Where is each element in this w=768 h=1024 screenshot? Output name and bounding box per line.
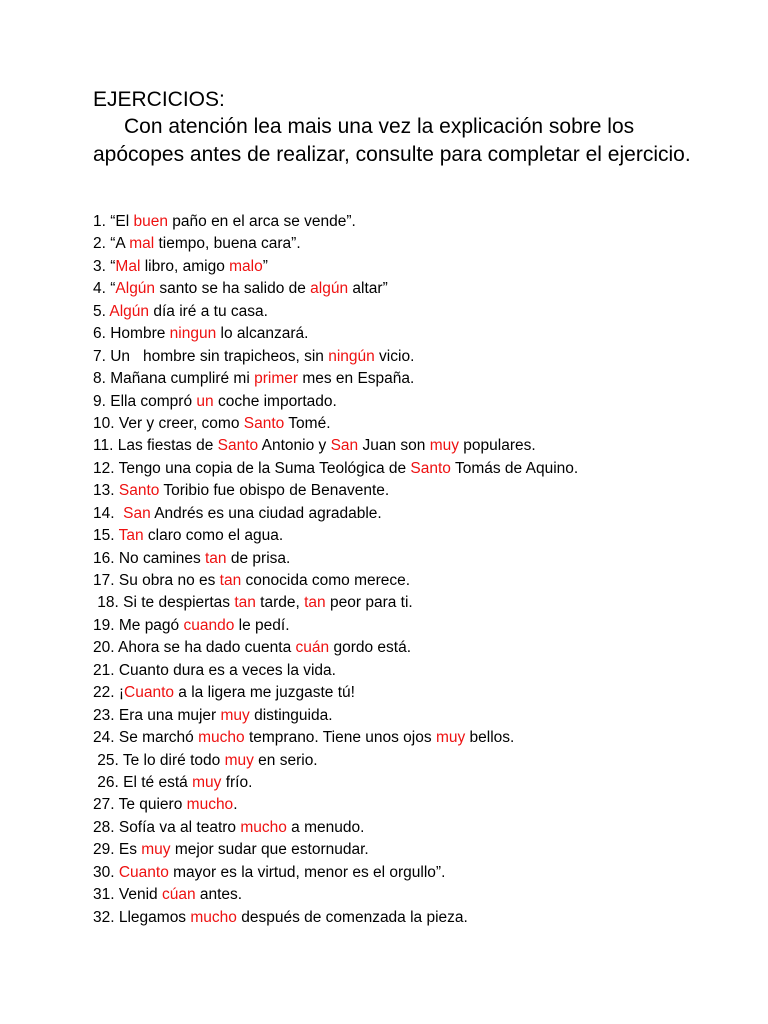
highlighted-word: mucho: [240, 818, 287, 836]
exercise-text: ”: [262, 257, 268, 275]
exercise-text: 18. Si te despiertas: [93, 594, 235, 612]
exercise-text: antes.: [195, 886, 243, 904]
exercise-item: [93, 480, 578, 502]
exercise-text: Juan son: [358, 437, 430, 455]
exercise-item: [93, 323, 578, 345]
exercise-text: 20. Ahora se ha dado cuenta: [93, 639, 296, 657]
highlighted-word: ningun: [169, 325, 217, 343]
exercise-item: [93, 615, 578, 637]
exercise-text: 27. Te quiero: [93, 796, 187, 814]
highlighted-word: mucho: [190, 908, 237, 926]
exercise-text: 9. Ella compró: [93, 392, 197, 410]
exercise-text: altar”: [348, 280, 388, 298]
highlighted-word: Cuanto: [124, 684, 174, 702]
exercise-text: 12. Tengo una copia de la Suma Teológica de: [93, 459, 411, 477]
exercise-item: [93, 548, 578, 570]
exercise-item: [93, 458, 578, 480]
exercise-item: [93, 705, 578, 727]
exercise-item: [93, 570, 578, 592]
exercise-item: [93, 817, 578, 839]
highlighted-word: buen: [133, 213, 168, 230]
exercise-item: [93, 772, 578, 794]
exercise-text: populares.: [458, 437, 536, 455]
exercise-text: Andrés es una ciudad agradable.: [150, 504, 382, 522]
exercise-text: Tomás de Aquino.: [450, 459, 579, 477]
highlighted-word: San: [123, 504, 151, 522]
exercise-item: [93, 682, 578, 704]
exercise-text: 29. Es: [93, 841, 142, 859]
exercise-text: 3. “: [93, 257, 116, 275]
exercise-text: Antonio y: [258, 437, 331, 455]
exercise-text: 1. “El: [93, 213, 134, 230]
exercise-text: 16. No camines: [93, 549, 205, 567]
highlighted-word: Tan: [118, 527, 144, 545]
exercise-text: 22. ¡: [93, 684, 125, 702]
highlighted-word: tan: [219, 572, 242, 589]
exercise-item: [93, 346, 578, 368]
highlighted-word: Mal: [115, 257, 141, 275]
exercise-item: [93, 727, 578, 749]
highlighted-word: muy: [429, 437, 459, 455]
exercise-text: 26. El té está: [93, 773, 193, 791]
exercise-item: [93, 391, 578, 413]
exercise-text: mejor sudar que estornudar.: [170, 841, 369, 859]
exercise-text: 17. Su obra no es: [93, 572, 220, 589]
exercise-text: lo alcanzará.: [216, 325, 309, 343]
exercise-text: tarde,: [255, 594, 305, 612]
exercise-text: 32. Llegamos: [93, 908, 191, 926]
exercise-text: 21. Cuanto dura es a veces la vida.: [93, 661, 336, 679]
exercise-text: libro, amigo: [140, 257, 230, 275]
exercise-item: [93, 503, 578, 525]
exercise-item: [93, 525, 578, 547]
exercise-item: [93, 907, 578, 929]
highlighted-word: un: [196, 392, 214, 410]
highlighted-word: Santo: [217, 437, 259, 455]
exercise-item: [93, 637, 578, 659]
exercise-text: 2. “A: [93, 235, 130, 253]
exercise-text: tiempo, buena cara”.: [154, 235, 301, 253]
exercise-item: [93, 884, 578, 906]
exercise-text: a la ligera me juzgaste tú!: [174, 684, 355, 702]
highlighted-word: Cuanto: [118, 863, 169, 881]
exercise-text: en serio.: [253, 751, 318, 769]
highlighted-word: algún: [310, 280, 349, 298]
highlighted-word: tan: [205, 549, 227, 567]
highlighted-word: cuán: [295, 639, 330, 657]
highlighted-word: Santo: [243, 414, 285, 432]
exercise-text: peor para ti.: [325, 594, 413, 612]
exercise-item: [93, 794, 578, 816]
exercise-text: 7. Un hombre sin trapicheos, sin: [93, 347, 329, 365]
exercise-item: [93, 839, 578, 861]
exercise-text: 28. Sofía va al teatro: [93, 818, 241, 836]
exercise-text: mes en España.: [298, 370, 415, 388]
highlighted-word: tan: [234, 594, 256, 612]
exercise-list: [93, 211, 578, 929]
exercise-text: temprano. Tiene unos ojos: [244, 729, 436, 747]
highlighted-word: muy: [435, 729, 466, 747]
exercise-item: [93, 660, 578, 682]
exercise-item: [93, 862, 578, 884]
exercise-item: [93, 278, 578, 300]
exercise-item: [93, 211, 578, 233]
exercise-text: le pedí.: [234, 616, 290, 634]
exercise-text: 5.: [93, 302, 110, 320]
exercise-item: [93, 413, 578, 435]
exercise-text: 11. Las fiestas de: [93, 437, 218, 455]
exercise-text: 4. “: [93, 280, 116, 298]
exercise-text: a menudo.: [286, 818, 365, 836]
highlighted-word: Algún: [109, 302, 150, 320]
exercise-item: [93, 368, 578, 390]
exercise-text: 8. Mañana cumpliré mi: [93, 370, 255, 388]
exercise-text: de prisa.: [226, 549, 291, 567]
exercise-text: día iré a tu casa.: [149, 302, 268, 320]
highlighted-word: Santo: [118, 482, 160, 500]
exercise-text: frío.: [221, 773, 253, 791]
highlighted-word: primer: [254, 370, 299, 388]
exercise-text: 14.: [93, 504, 124, 522]
highlighted-word: tan: [304, 594, 326, 612]
page-title: EJERCICIOS:: [93, 88, 225, 111]
highlighted-word: cuando: [183, 616, 235, 634]
exercise-text: mayor es la virtud, menor es el orgullo”.: [168, 863, 446, 881]
exercise-item: [93, 592, 578, 614]
exercise-item: [93, 435, 578, 457]
highlighted-word: cúan: [161, 886, 196, 904]
highlighted-word: muy: [220, 706, 250, 724]
highlighted-word: ningún: [328, 347, 375, 365]
exercise-text: 30.: [93, 863, 119, 881]
highlighted-word: mucho: [198, 729, 245, 747]
exercise-text: 15.: [93, 527, 119, 545]
exercise-text: 24. Se marchó: [93, 729, 199, 747]
intro-paragraph: Con atención lea mais una vez la explicación sobre los apócopes antes de realizar, consulte para completar el ejercicio.: [93, 115, 691, 166]
exercise-item: [93, 750, 578, 772]
exercise-text: .: [233, 796, 238, 814]
exercise-text: 13.: [93, 482, 119, 500]
highlighted-word: malo: [229, 257, 263, 275]
highlighted-word: Santo: [410, 459, 451, 477]
exercise-item: [93, 256, 578, 278]
exercise-text: vicio.: [374, 347, 415, 365]
exercise-text: 10. Ver y creer, como: [93, 414, 244, 432]
exercise-text: gordo está.: [329, 639, 412, 657]
exercise-text: santo se ha salido de: [155, 280, 311, 298]
highlighted-word: San: [330, 437, 359, 455]
exercise-text: Toribio fue obispo de Benavente.: [159, 482, 390, 500]
exercise-text: paño en el arca se vende”.: [167, 213, 356, 230]
exercise-text: conocida como merece.: [241, 572, 411, 589]
highlighted-word: muy: [192, 773, 222, 791]
exercise-text: bellos.: [465, 729, 515, 747]
exercise-text: 19. Me pagó: [93, 616, 184, 634]
exercise-text: distinguida.: [249, 706, 333, 724]
exercise-item: [93, 301, 578, 323]
highlighted-word: Algún: [115, 280, 156, 298]
exercise-text: 6. Hombre: [93, 325, 170, 343]
highlighted-word: mal: [129, 235, 155, 253]
exercise-text: Tomé.: [284, 414, 331, 432]
highlighted-word: muy: [141, 841, 171, 859]
exercise-text: después de comenzada la pieza.: [236, 908, 468, 926]
exercise-text: 25. Te lo diré todo: [93, 751, 225, 769]
highlighted-word: muy: [224, 751, 254, 769]
exercise-text: coche importado.: [213, 392, 337, 410]
highlighted-word: mucho: [186, 796, 234, 814]
exercise-item: [93, 233, 578, 255]
exercise-text: 31. Venid: [93, 886, 162, 904]
exercise-text: claro como el agua.: [143, 527, 284, 545]
exercise-text: 23. Era una mujer: [93, 706, 221, 724]
